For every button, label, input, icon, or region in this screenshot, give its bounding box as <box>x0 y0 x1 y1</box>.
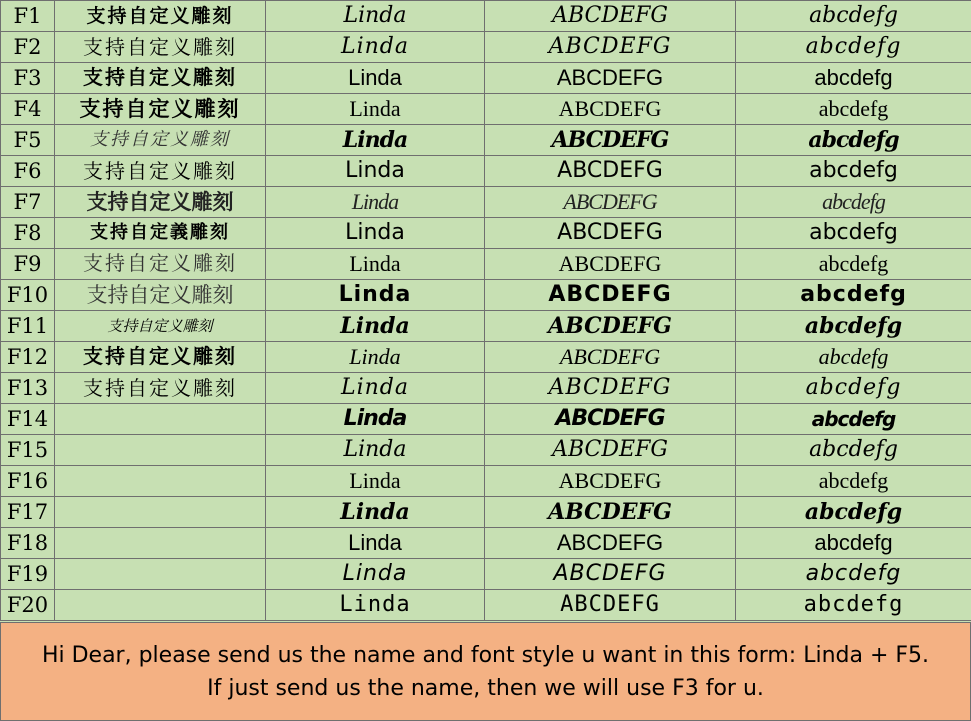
font-style-row <box>1 528 971 559</box>
name-sample-cell: Linda <box>266 187 485 218</box>
lowercase-sample-cell: abcdefg <box>736 249 971 280</box>
uppercase-sample-cell: ABCDEFG <box>485 528 736 559</box>
font-style-row <box>1 497 971 528</box>
font-code-cell: F11 <box>1 311 55 342</box>
font-code-cell: F2 <box>1 32 55 63</box>
font-code-cell: F1 <box>1 1 55 32</box>
name-sample-cell: Linda <box>266 528 485 559</box>
font-code-cell: F17 <box>1 497 55 528</box>
font-style-row <box>1 156 971 187</box>
font-code-cell: F4 <box>1 94 55 125</box>
uppercase-sample-cell: ABCDEFG <box>485 125 736 156</box>
uppercase-sample-cell: ABCDEFG <box>485 94 736 125</box>
name-sample-cell: Linda <box>266 373 485 404</box>
lowercase-sample-cell: abcdefg <box>736 187 971 218</box>
chinese-sample-cell: 支持自定义雕刻 <box>55 156 266 187</box>
font-style-row <box>1 559 971 590</box>
font-code-cell: F5 <box>1 125 55 156</box>
chinese-sample-cell: 支持自定义雕刻 <box>55 32 266 63</box>
font-code-cell: F20 <box>1 590 55 621</box>
font-code-cell: F14 <box>1 404 55 435</box>
font-style-row <box>1 249 971 280</box>
uppercase-sample-cell: ABCDEFG <box>485 218 736 249</box>
chinese-sample-cell <box>55 590 266 621</box>
font-code-cell: F8 <box>1 218 55 249</box>
lowercase-sample-cell: abcdefg <box>736 63 971 94</box>
uppercase-sample-cell: ABCDEFG <box>485 32 736 63</box>
font-style-rows <box>1 1 971 621</box>
chinese-sample-cell <box>55 559 266 590</box>
font-code-cell: F7 <box>1 187 55 218</box>
name-sample-cell: Linda <box>266 32 485 63</box>
name-sample-cell: Linda <box>266 249 485 280</box>
font-style-row <box>1 218 971 249</box>
chinese-sample-cell <box>55 404 266 435</box>
name-sample-cell: Linda <box>266 63 485 94</box>
font-style-row <box>1 373 971 404</box>
lowercase-sample-cell: abcdefg <box>736 280 971 311</box>
lowercase-sample-cell: abcdefg <box>736 342 971 373</box>
lowercase-sample-cell: abcdefg <box>736 94 971 125</box>
name-sample-cell: Linda <box>266 280 485 311</box>
lowercase-sample-cell: abcdefg <box>736 218 971 249</box>
font-code-cell: F15 <box>1 435 55 466</box>
uppercase-sample-cell: ABCDEFG <box>485 311 736 342</box>
font-style-row <box>1 63 971 94</box>
font-code-cell: F6 <box>1 156 55 187</box>
chinese-sample-cell: 支持自定义雕刻 <box>55 125 266 156</box>
uppercase-sample-cell: ABCDEFG <box>485 342 736 373</box>
font-style-row <box>1 32 971 63</box>
font-code-cell: F12 <box>1 342 55 373</box>
font-style-row <box>1 466 971 497</box>
uppercase-sample-cell: ABCDEFG <box>485 497 736 528</box>
instruction-line-1: Hi Dear, please send us the name and font style u want in this form: Linda + F5. <box>41 642 930 668</box>
font-code-cell: F13 <box>1 373 55 404</box>
name-sample-cell: Linda <box>266 497 485 528</box>
name-sample-cell: Linda <box>266 404 485 435</box>
uppercase-sample-cell: ABCDEFG <box>485 1 736 32</box>
font-code-cell: F16 <box>1 466 55 497</box>
font-style-row <box>1 1 971 32</box>
chinese-sample-cell: 支持自定义雕刻 <box>55 280 266 311</box>
font-style-row <box>1 280 971 311</box>
chinese-sample-cell: 支持自定义雕刻 <box>55 1 266 32</box>
font-style-row <box>1 125 971 156</box>
name-sample-cell: Linda <box>266 1 485 32</box>
font-code-cell: F18 <box>1 528 55 559</box>
name-sample-cell: Linda <box>266 590 485 621</box>
lowercase-sample-cell: abcdefg <box>736 559 971 590</box>
name-sample-cell: Linda <box>266 94 485 125</box>
font-style-row <box>1 342 971 373</box>
uppercase-sample-cell: ABCDEFG <box>485 590 736 621</box>
font-style-row <box>1 404 971 435</box>
uppercase-sample-cell: ABCDEFG <box>485 404 736 435</box>
uppercase-sample-cell: ABCDEFG <box>485 559 736 590</box>
uppercase-sample-cell: ABCDEFG <box>485 156 736 187</box>
lowercase-sample-cell: abcdefg <box>736 497 971 528</box>
chinese-sample-cell <box>55 466 266 497</box>
font-code-cell: F10 <box>1 280 55 311</box>
chinese-sample-cell: 支持自定义雕刻 <box>55 187 266 218</box>
font-style-row <box>1 94 971 125</box>
lowercase-sample-cell: abcdefg <box>736 466 971 497</box>
chinese-sample-cell: 支持自定义雕刻 <box>55 373 266 404</box>
uppercase-sample-cell: ABCDEFG <box>485 249 736 280</box>
instruction-banner <box>0 622 971 721</box>
lowercase-sample-cell: abcdefg <box>736 125 971 156</box>
font-style-row <box>1 311 971 342</box>
lowercase-sample-cell: abcdefg <box>736 590 971 621</box>
name-sample-cell: Linda <box>266 218 485 249</box>
instruction-line-2: If just send us the name, then we will use F3 for u. <box>207 675 764 701</box>
uppercase-sample-cell: ABCDEFG <box>485 280 736 311</box>
lowercase-sample-cell: abcdefg <box>736 311 971 342</box>
font-style-row <box>1 187 971 218</box>
lowercase-sample-cell: abcdefg <box>736 528 971 559</box>
chinese-sample-cell <box>55 497 266 528</box>
lowercase-sample-cell: abcdefg <box>736 435 971 466</box>
name-sample-cell: Linda <box>266 559 485 590</box>
chinese-sample-cell: 支持自定义雕刻 <box>55 342 266 373</box>
lowercase-sample-cell: abcdefg <box>736 373 971 404</box>
chinese-sample-cell: 支持自定义雕刻 <box>55 94 266 125</box>
lowercase-sample-cell: abcdefg <box>736 32 971 63</box>
lowercase-sample-cell: abcdefg <box>736 1 971 32</box>
chinese-sample-cell <box>55 528 266 559</box>
uppercase-sample-cell: ABCDEFG <box>485 63 736 94</box>
name-sample-cell: Linda <box>266 125 485 156</box>
chinese-sample-cell: 支持自定义雕刻 <box>55 249 266 280</box>
name-sample-cell: Linda <box>266 466 485 497</box>
font-style-row <box>1 435 971 466</box>
lowercase-sample-cell: abcdefg <box>736 156 971 187</box>
chinese-sample-cell: 支持自定义雕刻 <box>55 63 266 94</box>
chinese-sample-cell: 支持自定義雕刻 <box>55 218 266 249</box>
font-code-cell: F19 <box>1 559 55 590</box>
chinese-sample-cell <box>55 435 266 466</box>
uppercase-sample-cell: ABCDEFG <box>485 435 736 466</box>
uppercase-sample-cell: ABCDEFG <box>485 373 736 404</box>
name-sample-cell: Linda <box>266 311 485 342</box>
name-sample-cell: Linda <box>266 435 485 466</box>
name-sample-cell: Linda <box>266 342 485 373</box>
lowercase-sample-cell: abcdefg <box>736 404 971 435</box>
name-sample-cell: Linda <box>266 156 485 187</box>
uppercase-sample-cell: ABCDEFG <box>485 466 736 497</box>
font-style-row <box>1 590 971 621</box>
font-code-cell: F3 <box>1 63 55 94</box>
chinese-sample-cell: 支持自定义雕刻 <box>55 311 266 342</box>
font-code-cell: F9 <box>1 249 55 280</box>
uppercase-sample-cell: ABCDEFG <box>485 187 736 218</box>
